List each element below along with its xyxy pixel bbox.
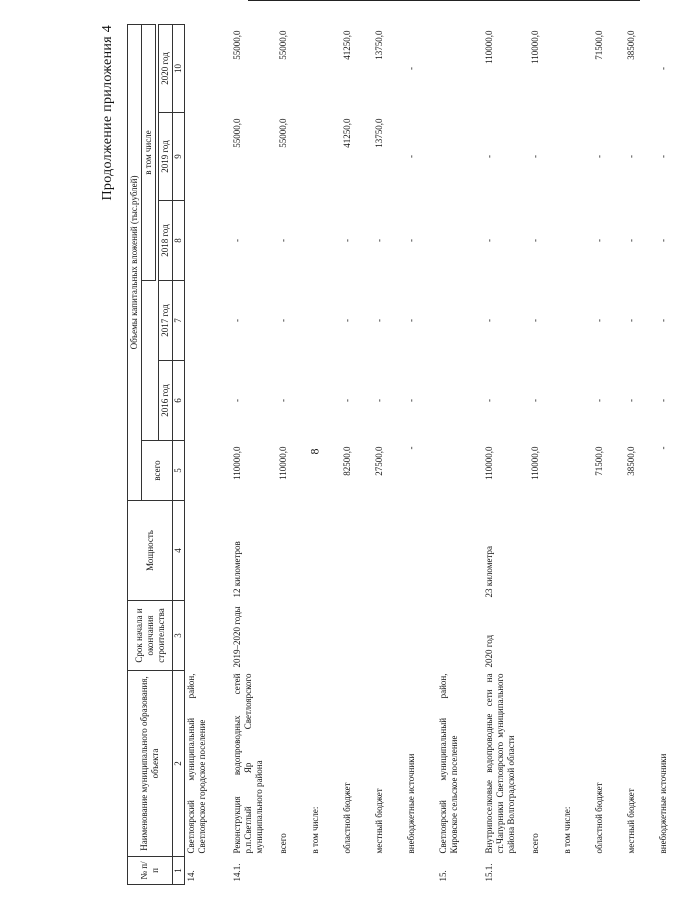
- cell-total: [437, 441, 483, 501]
- cell-term: [277, 601, 309, 671]
- header-year: 2016 год: [159, 361, 173, 441]
- table-row: [437, 24, 483, 884]
- cell-y2017: -: [373, 319, 384, 322]
- cell-power: [625, 501, 657, 601]
- cell-name: в том числе:: [561, 806, 572, 854]
- cell-no: 14.1.: [231, 863, 242, 882]
- cell-y2018: [185, 201, 231, 281]
- appendix-caption: Продолжение приложения 4: [100, 25, 115, 201]
- cell-y2018: [309, 201, 341, 281]
- cell-term: [185, 601, 231, 671]
- cell-no: [593, 857, 625, 885]
- cell-y2019: 13750,0: [373, 118, 384, 148]
- cell-y2020: 55000,0: [277, 30, 288, 60]
- cell-y2019: -: [593, 155, 604, 158]
- cell-name: Светлоярский муниципальный район, Кировское сельское поселение: [437, 673, 459, 854]
- table-row: [231, 24, 277, 884]
- cell-power: [309, 501, 341, 601]
- cell-y2019: 41250,0: [341, 118, 352, 148]
- cell-term: 2019–2020 годы: [231, 606, 242, 668]
- cell-y2020: 55000,0: [231, 30, 242, 60]
- cell-y2017: -: [593, 319, 604, 322]
- header-incl: в том числе: [142, 24, 156, 280]
- cell-power: [405, 501, 437, 601]
- cell-total: -: [657, 446, 668, 450]
- cell-total: 71500,0: [593, 446, 604, 476]
- table-row: [529, 24, 561, 884]
- cell-y2016: -: [373, 399, 384, 402]
- cell-y2016: [185, 361, 231, 441]
- header-power: Мощность: [128, 501, 173, 601]
- cell-term: [341, 601, 373, 671]
- cell-no: [405, 857, 437, 885]
- cell-no: 15.1.: [483, 863, 494, 882]
- cell-power: [277, 501, 309, 601]
- cell-y2019: -: [657, 155, 668, 158]
- column-number: 8: [173, 201, 185, 281]
- cell-y2016: -: [341, 399, 352, 402]
- table-row: [483, 24, 529, 884]
- column-number: 9: [173, 113, 185, 201]
- cell-term: [309, 601, 341, 671]
- cell-y2020: 38500,0: [625, 30, 636, 60]
- table-row: [185, 24, 231, 884]
- cell-name: Внутрипоселковые водопроводные сети на ст.Чапурники Светлоярского муниципального района Волгоградской области: [483, 673, 516, 854]
- cell-y2020: -: [657, 66, 668, 70]
- header-year: 2017 год: [159, 281, 173, 361]
- cell-total: 27500,0: [373, 446, 384, 476]
- cell-y2019: -: [483, 155, 494, 158]
- cell-total: 110000,0: [529, 446, 540, 480]
- cell-name: Реконструкция водопроводных сетей р.п.Светлый Яр Светлоярского муниципального района: [231, 673, 264, 854]
- cell-y2020: [437, 24, 483, 112]
- cell-power: [593, 501, 625, 601]
- cell-power: [657, 501, 689, 601]
- cell-power: [341, 501, 373, 601]
- cell-no: [373, 857, 405, 885]
- header-term: Срок начала и окончания строительства: [128, 601, 173, 671]
- column-number: 5: [173, 441, 185, 501]
- cell-y2016: -: [529, 399, 540, 402]
- page-number: 8: [307, 448, 322, 455]
- cell-y2020: 110000,0: [529, 30, 540, 64]
- cell-no: [309, 857, 341, 885]
- cell-no: [341, 857, 373, 885]
- column-number: 6: [173, 361, 185, 441]
- header-year: 2018 год: [159, 201, 173, 281]
- cell-y2016: -: [625, 399, 636, 402]
- cell-y2018: -: [341, 239, 352, 242]
- cell-term: [657, 601, 689, 671]
- cell-total: [561, 441, 593, 501]
- cell-y2018: -: [529, 239, 540, 242]
- header-total: всего: [142, 441, 173, 501]
- cell-term: [437, 601, 483, 671]
- cell-y2017: -: [405, 319, 416, 322]
- cell-y2019: [437, 113, 483, 201]
- cell-total: 110000,0: [483, 446, 494, 480]
- cell-y2016: -: [405, 399, 416, 402]
- cell-name: всего: [529, 833, 540, 854]
- cell-no: 14.: [186, 870, 196, 882]
- cell-total: 38500,0: [625, 446, 636, 476]
- column-number: 4: [173, 501, 185, 601]
- cell-total: -: [405, 446, 416, 450]
- cell-power: [185, 501, 231, 601]
- cell-y2020: 41250,0: [341, 30, 352, 60]
- cell-y2018: -: [373, 239, 384, 242]
- cell-y2020: -: [405, 66, 416, 70]
- cell-no: [657, 857, 689, 885]
- cell-term: [561, 601, 593, 671]
- cell-y2020: [309, 24, 341, 112]
- cell-power: [373, 501, 405, 601]
- column-number: 2: [173, 671, 185, 857]
- cell-y2018: [561, 201, 593, 281]
- cell-name: областной бюджет: [341, 782, 352, 854]
- cell-total: 110000,0: [277, 446, 288, 480]
- cell-no: [529, 857, 561, 885]
- cell-term: [373, 601, 405, 671]
- cell-no: [625, 857, 657, 885]
- column-number: 10: [173, 24, 185, 112]
- cell-name: в том числе:: [309, 806, 320, 854]
- cell-y2017: [185, 281, 231, 361]
- cell-y2016: -: [483, 399, 494, 402]
- cell-no: [277, 857, 309, 885]
- cell-total: 110000,0: [231, 446, 242, 480]
- cell-total: [309, 441, 341, 501]
- cell-y2017: -: [625, 319, 636, 322]
- cell-term: [593, 601, 625, 671]
- cell-y2019: 55000,0: [231, 118, 242, 148]
- cell-y2018: [437, 201, 483, 281]
- table-row: [561, 24, 593, 884]
- rotated-page: [100, 25, 668, 885]
- cell-y2016: [437, 361, 483, 441]
- column-number: 3: [173, 601, 185, 671]
- capital-investment-table: [127, 24, 689, 885]
- table-row: [657, 24, 689, 884]
- table-row: [625, 24, 657, 884]
- header-year: 2019 год: [159, 113, 173, 201]
- cell-power: [529, 501, 561, 601]
- cell-y2018: -: [625, 239, 636, 242]
- cell-y2017: [561, 281, 593, 361]
- cell-y2019: -: [529, 155, 540, 158]
- column-number: 1: [173, 857, 185, 885]
- cell-power: 12 километров: [231, 541, 242, 598]
- header-name: Наименование муниципального образования, объекта: [128, 671, 173, 857]
- cell-name: местный бюджет: [373, 788, 384, 854]
- cell-name: внебюджетные источники: [405, 753, 416, 854]
- header-gap: [142, 281, 156, 441]
- cell-y2019: 55000,0: [277, 118, 288, 148]
- column-number: 7: [173, 281, 185, 361]
- cell-y2017: -: [483, 319, 494, 322]
- table-row: [405, 24, 437, 884]
- cell-y2019: -: [625, 155, 636, 158]
- cell-name: областной бюджет: [593, 782, 604, 854]
- cell-y2020: 13750,0: [373, 30, 384, 60]
- cell-y2018: -: [593, 239, 604, 242]
- cell-name: местный бюджет: [625, 788, 636, 854]
- cell-y2017: [309, 281, 341, 361]
- table-body: [185, 24, 689, 884]
- cell-no: [561, 857, 593, 885]
- table-row: [593, 24, 625, 884]
- cell-term: [625, 601, 657, 671]
- cell-term: [529, 601, 561, 671]
- cell-y2018: -: [405, 239, 416, 242]
- header-volume: Объемы капитальных вложений (тыс.рублей): [128, 24, 142, 500]
- cell-y2017: -: [277, 319, 288, 322]
- header-year: 2020 год: [159, 24, 173, 112]
- cell-power: [561, 501, 593, 601]
- cell-power: 23 километра: [483, 546, 494, 598]
- cell-y2018: -: [657, 239, 668, 242]
- cell-y2018: -: [277, 239, 288, 242]
- cell-name: внебюджетные источники: [657, 753, 668, 854]
- cell-y2017: -: [657, 319, 668, 322]
- cell-y2019: [185, 113, 231, 201]
- cell-term: [405, 601, 437, 671]
- cell-no: 15.: [437, 870, 448, 882]
- cell-y2019: [309, 113, 341, 201]
- cell-y2019: -: [405, 155, 416, 158]
- table-row: [277, 24, 309, 884]
- cell-y2020: 71500,0: [593, 30, 604, 60]
- cell-y2017: -: [341, 319, 352, 322]
- cell-y2018: -: [231, 239, 242, 242]
- table-row: [341, 24, 373, 884]
- cell-y2017: [437, 281, 483, 361]
- cell-y2016: [561, 361, 593, 441]
- cell-y2016: [309, 361, 341, 441]
- cell-y2020: 110000,0: [483, 30, 494, 64]
- cell-y2016: -: [593, 399, 604, 402]
- scan-edge-line: [248, 0, 640, 1]
- cell-total: [185, 441, 231, 501]
- cell-y2020: [185, 24, 231, 112]
- cell-power: [437, 501, 483, 601]
- cell-y2020: [561, 24, 593, 112]
- header-no: № п/п: [128, 857, 173, 885]
- cell-y2016: -: [231, 399, 242, 402]
- cell-y2017: -: [231, 319, 242, 322]
- cell-y2016: -: [657, 399, 668, 402]
- cell-y2017: -: [529, 319, 540, 322]
- cell-y2018: -: [483, 239, 494, 242]
- cell-total: 82500,0: [341, 446, 352, 476]
- table-row: [309, 24, 341, 884]
- cell-y2016: -: [277, 399, 288, 402]
- cell-name: всего: [277, 833, 288, 854]
- cell-y2019: [561, 113, 593, 201]
- cell-term: 2020 год: [483, 634, 494, 668]
- table-row: [373, 24, 405, 884]
- cell-name: Светлоярский муниципальный район, Светлоярское городское поселение: [186, 673, 207, 854]
